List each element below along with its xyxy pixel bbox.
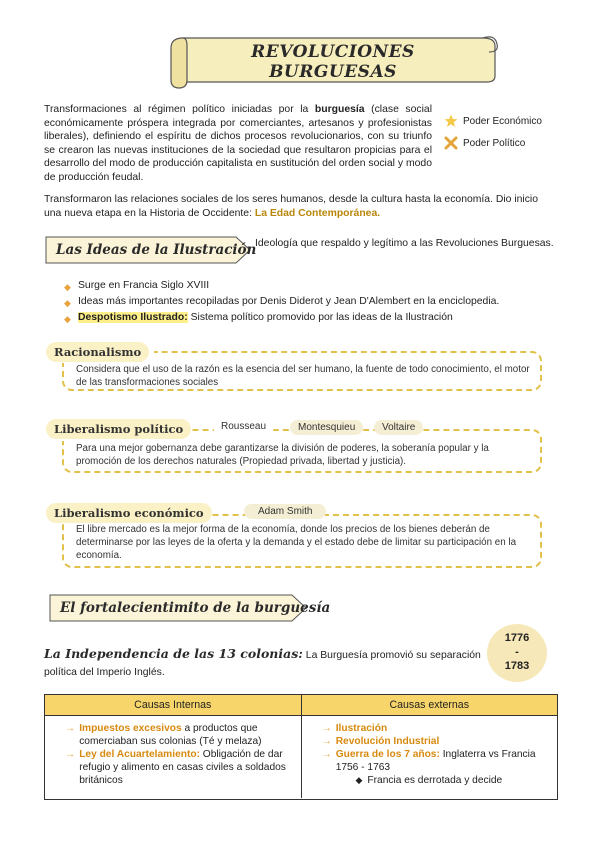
list-item bbox=[322, 774, 550, 787]
legend-item bbox=[444, 110, 564, 132]
liberalismo-politico-text: Para una mejor gobernanza debe garantizarse la división de poderes, la soberanía popular y la promoción de los derechos naturales (Propiedad privada, libertad y justicia). bbox=[76, 443, 489, 467]
external-header: Causas externas bbox=[389, 699, 469, 711]
causes-table bbox=[44, 694, 558, 800]
arrow-right-icon: → bbox=[321, 749, 332, 760]
list-item bbox=[322, 722, 550, 735]
liberalismo-economico-text: El libre mercado es la mejor forma de la economía, donde los precios de los bienes deberán de determinarse por las leyes de la oferta y la demanda y el estado debe de limitar su participación en la economía. bbox=[76, 524, 517, 561]
internal-causes-column bbox=[45, 716, 302, 798]
arrow-right-icon: → bbox=[321, 723, 332, 734]
cause-bold: Ley del Acuartelamiento: bbox=[79, 749, 200, 760]
bullet-text: Surge en Francia Siglo XVIII bbox=[78, 280, 210, 291]
ideas-description: Ideología que respaldo y legítimo a las Revoluciones Burguesas. bbox=[255, 238, 554, 249]
author-pill-adam-smith: Adam Smith bbox=[244, 504, 326, 519]
cause-text: a productos que comerciaban sus colonias (Té y melaza) bbox=[79, 723, 262, 747]
cause-bold: Guerra de los 7 años: bbox=[335, 749, 440, 760]
list-item bbox=[64, 311, 564, 327]
intro-paragraph bbox=[44, 103, 432, 184]
list-item bbox=[322, 748, 550, 774]
edad-contemporanea-highlight: La Edad Contemporánea. bbox=[254, 207, 381, 219]
fortalecimiento-heading bbox=[48, 593, 331, 623]
legend-label: Poder Económico bbox=[463, 115, 542, 127]
independencia-paragraph bbox=[44, 645, 484, 681]
ideas-heading-text: Las Ideas de la Ilustración bbox=[56, 242, 257, 258]
intro-text: Transformaciones al régimen político iniciadas por la bbox=[44, 104, 315, 115]
year-start: 1776 bbox=[504, 632, 530, 644]
independencia-text: La Burguesía promovió su separación política del Imperio Inglés. bbox=[44, 650, 481, 678]
bullet-text: Sistema político promovido por las ideas de la Ilustración bbox=[187, 312, 453, 323]
intro-paragraph-2 bbox=[44, 193, 556, 220]
year-separator: - bbox=[515, 646, 519, 658]
arrow-right-icon: → bbox=[321, 736, 332, 747]
bullet-icon: ◆ bbox=[64, 282, 71, 292]
racionalismo-tag: Racionalismo bbox=[46, 342, 149, 362]
author-pill-rousseau: Rousseau bbox=[213, 419, 274, 434]
intro2-text: Transformaron las relaciones sociales de los seres humanos, desde la cultura hasta la economía. Dio inicio una nueva etapa en la Historia de Occidente: bbox=[44, 194, 538, 219]
star-icon bbox=[444, 114, 458, 128]
liberalismo-politico-tag: Liberalismo político bbox=[46, 419, 191, 439]
title-scroll bbox=[163, 32, 503, 90]
liberalismo-economico-tag: Liberalismo económico bbox=[46, 503, 212, 523]
cause-bold: Impuestos excesivos bbox=[79, 723, 182, 734]
legend bbox=[444, 110, 564, 154]
bullet-icon: ◆ bbox=[64, 314, 71, 324]
year-badge bbox=[487, 624, 547, 682]
bullet-text: Ideas más importantes recopiladas por Denis Diderot y Jean D'Alembert en la enciclopedia. bbox=[78, 296, 500, 307]
causes-table-header bbox=[45, 695, 557, 716]
racionalismo-text: Considera que el uso de la razón es la esencia del ser humano, la fuente de todo conocimiento, el motor de las transformaciones sociales bbox=[76, 364, 530, 388]
intro-bold: burguesía bbox=[314, 104, 365, 115]
cause-sub-text: Francia es derrotada y decide bbox=[367, 775, 503, 786]
list-item bbox=[65, 722, 293, 748]
intro-text-continued: (clase social económicamente próspera integrada por comerciantes, artesanos y profesionistas liberales), definiendo el espíritu de dichos procesos revolucionarios, con su triunfo se crearon las nuevas instituciones de la sociedad que resultaron propicias para el desarrollo del modo de producción capitalista en sustitución del orden social y modo de producción feudal. bbox=[44, 104, 433, 183]
list-item bbox=[322, 735, 550, 748]
legend-item bbox=[444, 132, 564, 154]
list-item bbox=[64, 279, 564, 295]
external-causes-column bbox=[302, 716, 558, 798]
cross-icon bbox=[444, 136, 458, 150]
cause-bold: Revolución Industrial bbox=[335, 736, 440, 747]
ideas-heading bbox=[44, 235, 257, 265]
internal-header: Causas Internas bbox=[45, 695, 302, 715]
legend-label: Poder Político bbox=[463, 137, 526, 149]
cause-text: Obligación de dar refugio y alimento en casas civiles a soldados británicos bbox=[79, 749, 286, 786]
cause-text: Inglaterra vs Francia 1756 - 1763 bbox=[335, 749, 536, 773]
cause-bold: Ilustración bbox=[335, 723, 388, 734]
author-pill-montesquieu: Montesquieu bbox=[290, 420, 363, 435]
arrow-right-icon: → bbox=[65, 749, 76, 760]
list-item bbox=[65, 748, 293, 787]
despotismo-highlight: Despotismo Ilustrado: bbox=[78, 312, 188, 323]
independencia-title: La Independencia de las 13 colonias: bbox=[44, 646, 303, 661]
ideas-bullet-list bbox=[64, 279, 564, 327]
year-end: 1783 bbox=[504, 660, 530, 672]
bullet-icon: ◆ bbox=[64, 298, 71, 308]
arrow-right-icon: → bbox=[65, 723, 76, 734]
author-pill-voltaire: Voltaire bbox=[374, 420, 423, 435]
diamond-icon: ◆ bbox=[355, 775, 363, 785]
list-item bbox=[64, 295, 564, 311]
fortalecimiento-heading-text: El fortalecientimito de la burguesía bbox=[60, 600, 331, 616]
page-title: REVOLUCIONES BURGUESAS bbox=[251, 42, 415, 82]
